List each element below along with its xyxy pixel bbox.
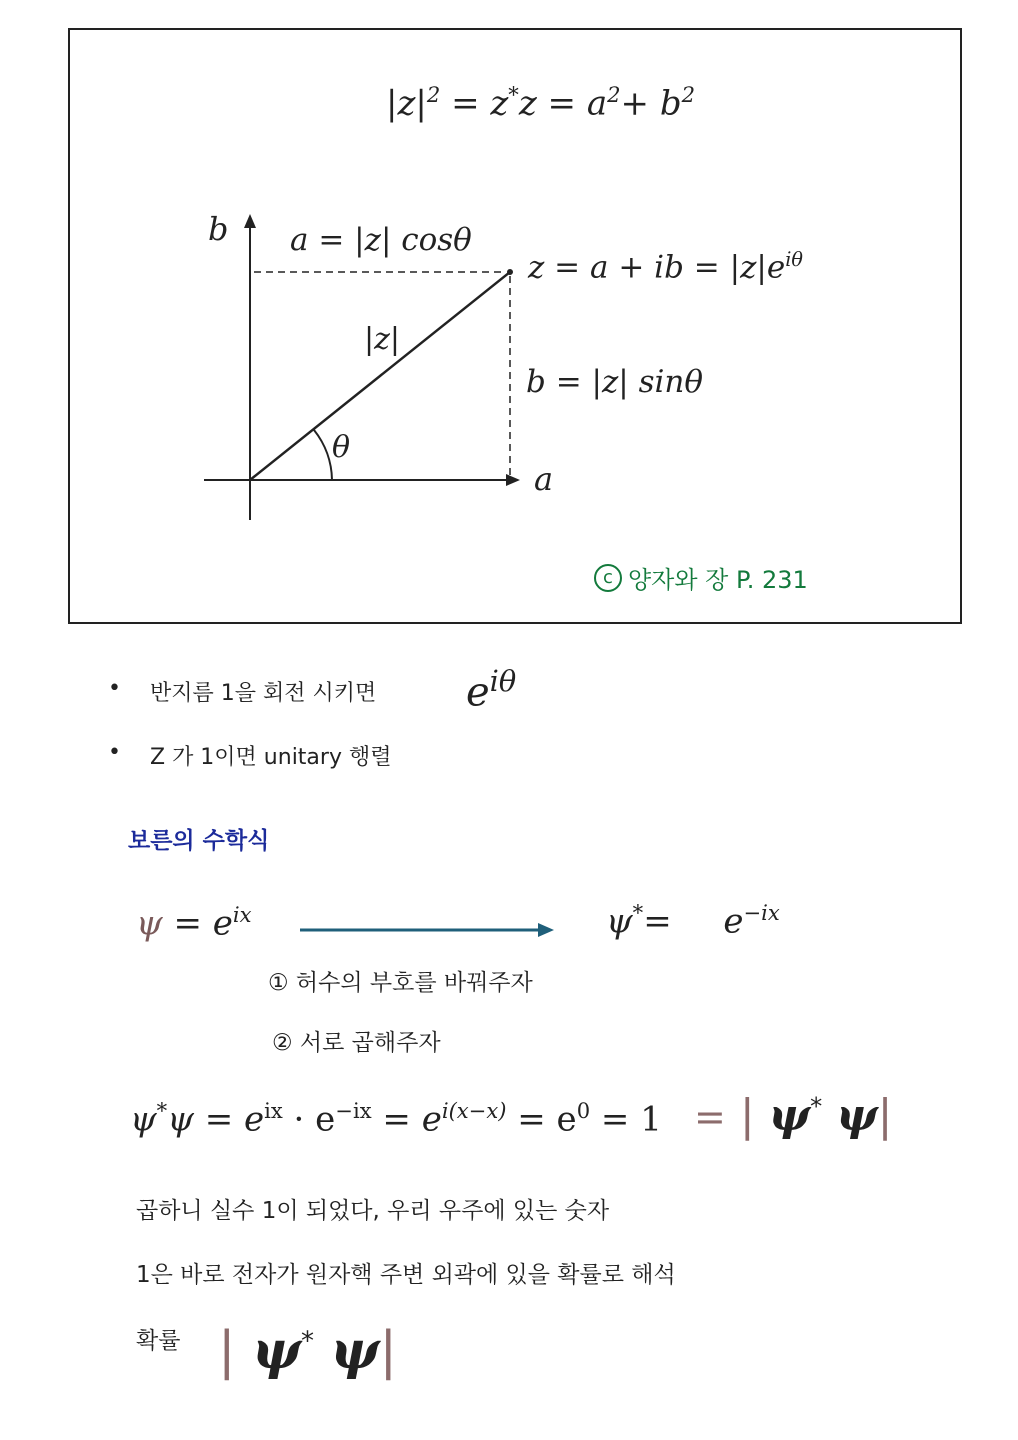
step-2: ② 서로 곱해주자 <box>272 1030 441 1056</box>
psi-star-result: e <box>723 901 744 942</box>
eq-lhs: |z| <box>386 83 427 124</box>
bullet-text: Z 가 1이면 unitary 행렬 <box>150 745 392 770</box>
prob-psi-conj: ψ <box>252 1320 302 1381</box>
psi-definition <box>136 902 252 943</box>
eq2-bar-right: | <box>877 1090 893 1141</box>
psi-star-eq: = <box>643 901 672 942</box>
eq-lhs-sup: 2 <box>426 82 441 107</box>
probability-formula <box>218 1320 397 1381</box>
psi-star-result-sup: −ix <box>743 900 780 925</box>
psi-star-sup: * <box>632 900 644 925</box>
prob-bar-left: | <box>218 1321 236 1381</box>
bullet-dot: • <box>108 676 121 701</box>
theta-label: θ <box>332 430 351 465</box>
hypotenuse-label: |z| <box>364 322 401 357</box>
psi-star-symbol: ψ <box>606 901 633 942</box>
eq2-star: * <box>810 1092 823 1121</box>
eq-mid: = z <box>451 83 509 124</box>
copyright-text: 양자와 장 P. 231 <box>628 566 808 594</box>
psi-symbol: ψ <box>136 903 163 944</box>
eq2-psi-conj: ψ <box>768 1090 811 1141</box>
prob-star: * <box>301 1326 315 1357</box>
prob-bar-right: | <box>379 1321 398 1381</box>
explanation-line-1: 곱하니 실수 1이 되었다, 우리 우주에 있는 숫자 <box>136 1198 610 1224</box>
eq2-bar-left: | <box>739 1090 755 1141</box>
step-1: ① 허수의 부호를 바꿔주자 <box>268 970 533 996</box>
point-label-sup: iθ <box>785 248 803 271</box>
copyright-note <box>594 560 808 595</box>
eq-a-sup: 2 <box>607 82 621 107</box>
eq2-psi: ψ <box>836 1090 878 1141</box>
bullet-math <box>466 664 516 715</box>
eq-plus-b: + b <box>620 83 682 124</box>
sin-label: b = |z| sinθ <box>526 364 704 400</box>
eq-rest: z = a <box>518 83 608 124</box>
point-z <box>507 269 513 275</box>
point-label-text: z = a + ib = |z|e <box>528 249 786 286</box>
section-heading: 보른의 수학식 <box>128 828 270 854</box>
bullet-text: 반지름 1을 회전 시키면 <box>150 681 377 706</box>
product-modulus <box>694 1090 892 1141</box>
complex-plane-figure <box>68 28 962 624</box>
psi-rhs: = e <box>173 903 233 944</box>
bullet-math-sup: iθ <box>489 664 517 698</box>
copyright-icon: c <box>594 564 622 592</box>
eq2-s3: i(x−x) <box>441 1098 507 1123</box>
axis-b-label: b <box>208 210 229 248</box>
cos-label: a = |z| cosθ <box>290 222 472 258</box>
eq-b-sup: 2 <box>681 82 696 107</box>
eq2-p4: = e <box>371 1099 442 1140</box>
vertical-axis-arrow <box>244 214 256 228</box>
conjugate-arrow <box>300 920 560 940</box>
eq2-s1: ix <box>264 1098 283 1123</box>
eq2-p1-sup: * <box>156 1098 168 1123</box>
eq2-s4: 0 <box>576 1098 591 1123</box>
eq-mid-sup: * <box>508 82 519 107</box>
eq2-p2: ψ = e <box>167 1099 265 1140</box>
explanation-line-2: 1은 바로 전자가 원자핵 주변 외곽에 있을 확률로 해석 <box>136 1262 676 1288</box>
eq2-equals: = <box>694 1095 726 1139</box>
eq2-s2: −ix <box>335 1098 372 1123</box>
bullet-dot: • <box>108 740 121 765</box>
eq2-p6: = 1 <box>590 1099 662 1140</box>
hypotenuse <box>250 272 510 480</box>
eq2-p3: · e <box>282 1099 336 1140</box>
eq2-p5: = e <box>506 1099 577 1140</box>
angle-arc <box>314 430 332 480</box>
psi-rhs-sup: ix <box>232 902 252 927</box>
point-label <box>528 248 803 285</box>
psi-conjugate <box>606 900 780 941</box>
product-equation <box>130 1098 662 1139</box>
horizontal-axis-arrow <box>506 474 520 486</box>
eq2-p1: ψ <box>130 1099 157 1140</box>
bullet-math-base: e <box>466 669 490 716</box>
axis-a-label: a <box>534 460 554 498</box>
probability-label: 확률 <box>136 1328 181 1354</box>
complex-plane-diagram <box>70 30 960 622</box>
prob-psi: ψ <box>330 1320 380 1381</box>
